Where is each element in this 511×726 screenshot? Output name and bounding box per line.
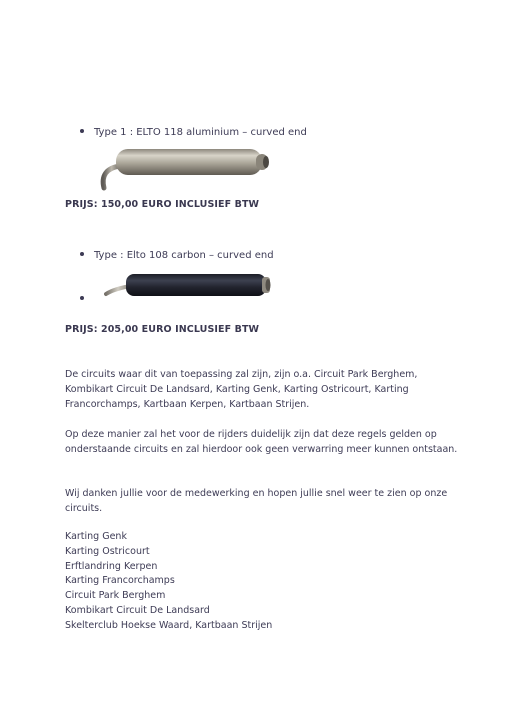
circuits-paragraph: De circuits waar dit van toepassing zal zijn, zijn o.a. Circuit Park Berghem, Kombikart Circuit De Landsard, Karting Genk, Karting Ostricourt, Karting Francorchamps, Kartbaan Kerpen, Kartbaan Strijen. (65, 369, 418, 410)
type-1-bullet (80, 127, 307, 138)
clarification-paragraph: Op deze manier zal het voor de rijders duidelijk zijn dat deze regels gelden op onderstaande circuits en zal hierdoor ook geen verwarring meer kunnen ontstaan. (65, 429, 458, 455)
circuit-item: Erftlandring Kerpen (65, 560, 158, 572)
type-2-bullet (80, 250, 274, 261)
circuit-item: Kombikart Circuit De Landsard (65, 604, 210, 616)
price-2: PRIJS: 205,00 EURO INCLUSIEF BTW (65, 324, 260, 335)
carbon-muffler-icon (104, 268, 272, 306)
circuit-item: Circuit Park Berghem (65, 590, 166, 602)
circuit-item: Karting Ostricourt (65, 545, 150, 557)
empty-bullet-icon (80, 296, 84, 300)
bullet-icon (80, 252, 84, 256)
aluminium-muffler-icon (96, 146, 272, 196)
circuit-item: Skelterclub Hoekse Waard, Kartbaan Strijen (65, 619, 273, 631)
type-1-label: Type 1 : ELTO 118 aluminium – curved end (94, 127, 307, 138)
circuit-list (65, 530, 272, 634)
thanks-paragraph: Wij danken jullie voor de medewerking en hopen jullie snel weer te zien op onze circuits. (65, 488, 448, 514)
circuit-item: Karting Genk (65, 531, 127, 542)
type-2-label: Type : Elto 108 carbon – curved end (94, 250, 274, 261)
bullet-icon (80, 129, 84, 133)
circuit-item: Karting Francorchamps (65, 575, 175, 587)
price-1: PRIJS: 150,00 EURO INCLUSIEF BTW (65, 199, 260, 210)
